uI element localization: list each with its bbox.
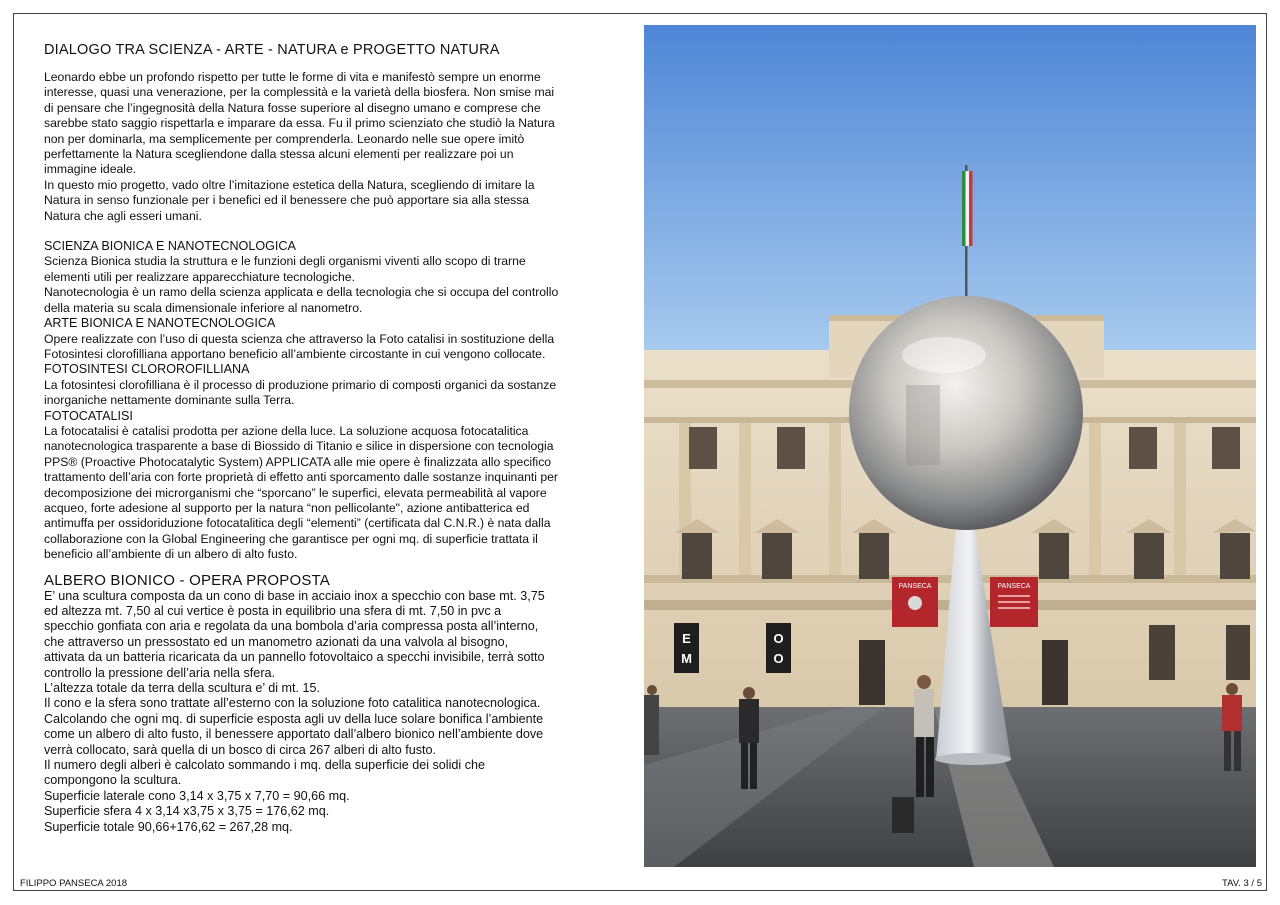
svg-text:O: O (773, 651, 784, 666)
text-line: ed altezza mt. 7,50 al cui vertice è posta in equilibrio una sfera di mt. 7,50 in pvc a (44, 604, 502, 618)
text-line: non per dominarla, ma semplicemente per comprenderla. Leonardo nelle sue opere imitò (44, 131, 525, 146)
person-far-left (644, 685, 659, 755)
text-line: Fotosintesi clorofilliana apportano beneficio all’ambiente circostante in cui vengono collocate. (44, 346, 546, 361)
text-line: verrà collocato, sarà quella di un bosco di circa 267 alberi di alto fusto. (44, 742, 437, 757)
page-title: DIALOGO TRA SCIENZA - ARTE - NATURA e PROGETTO NATURA (44, 42, 500, 58)
svg-text:O: O (773, 631, 784, 646)
text-line: Opere realizzate con l’uso di questa scienza che attraverso la Foto catalisi in sostituzione della (44, 331, 555, 346)
text-line: controllo la pressione dell’aria nella sfera. (44, 665, 276, 680)
text-line: Superficie sfera 4 x 3,14 x3,75 x 3,75 = 176,62 mq. (44, 804, 330, 819)
text-line: nanotecnologica trasparente a base di Biossido di Titanio e silice in dispersione con tecnologia (44, 439, 554, 454)
mirror-sphere (849, 296, 1083, 530)
text-line: di pensare che l’ingegnosità della Natura fosse superiore al disegno umano e comprese che (44, 100, 541, 115)
text-line: beneficio all’ambiente di un albero di alto fusto. (44, 547, 298, 562)
section-paragraph-fotocatalisi (44, 424, 604, 563)
section-paragraph-arte-bionica (44, 332, 604, 363)
text-line: Leonardo ebbe un profondo rispetto per tutte le forme di vita e manifestò sempre un enorme (44, 70, 541, 84)
text-line: immagine ideale. (44, 162, 137, 177)
text-line: attivata da un batteria ricaricata da un pannello fotovoltaico a specchi invisibile, terrà sotto (44, 650, 545, 665)
text-line: acqueo, forte adesione al supporto per la natura “non pellicolante", azione antibatterica ed (44, 500, 530, 515)
section-paragraph-fotosintesi (44, 378, 604, 409)
text-line: PPS® (Proactive Photocatalytic System) APPLICATA alle mie opere è finalizzata allo specifico (44, 454, 552, 469)
text-line: della materia su scala dimensionale inferiore al nanometro. (44, 300, 363, 315)
text-line: Il numero degli alberi è calcolato sommando i mq. della superficie dei solidi che (44, 758, 486, 773)
banner-left (892, 577, 938, 627)
text-line: Il cono e la sfera sono trattate all’esterno con la soluzione foto catalitica nanotecnologica. (44, 696, 541, 711)
banner-right (990, 577, 1038, 627)
text-line: decomposizione dei microrganismi che “sporcano” le superfici, elevata permeabilità al vapore (44, 485, 547, 500)
sculpture-photo (644, 25, 1256, 867)
text-line: In questo mio progetto, vado oltre l’imitazione estetica della Natura, scegliendo di imitare la (44, 177, 535, 192)
text-line: perfettamente la Natura scegliendone dalla stessa alcuni elementi per realizzare poi un (44, 147, 514, 162)
text-line: specchio gonfiata con aria e regolata da una bombola d’aria compressa posta all’interno, (44, 619, 539, 634)
section-paragraph-scienza-bionica (44, 254, 604, 316)
svg-text:PANSECA: PANSECA (898, 583, 932, 590)
text-line: La fotosintesi clorofilliana è il processo di produzione primario di composti organici da sostanze (44, 377, 557, 392)
text-line: Superficie laterale cono 3,14 x 3,75 x 7,70 = 90,66 mq. (44, 788, 350, 803)
section-heading-arte-bionica: ARTE BIONICA E NANOTECNOLOGICA (44, 316, 276, 331)
text-line: E’ una scultura composta da un cono di base in acciaio inox a specchio con base mt. 3,75 (44, 588, 545, 603)
svg-text:PANSECA: PANSECA (997, 583, 1031, 590)
section-heading-albero-bionico: ALBERO BIONICO - OPERA PROPOSTA (44, 571, 330, 589)
section-heading-scienza-bionica: SCIENZA BIONICA E NANOTECNOLOGICA (44, 239, 296, 254)
text-line: compongono la scultura. (44, 773, 182, 788)
italian-flag-icon (962, 171, 973, 246)
svg-text:M: M (681, 651, 692, 666)
poster-oo (766, 623, 791, 673)
text-line: Natura che agli esseri umani. (44, 208, 202, 223)
text-line: L’altezza totale da terra della scultura e’ di mt. 15. (44, 681, 321, 696)
text-line: Nanotecnologia è un ramo della scienza applicata e della tecnologia che si occupa del controllo (44, 285, 559, 300)
section-paragraph-albero-bionico (44, 589, 604, 836)
svg-text:E: E (682, 631, 691, 646)
text-line: Natura in senso funzionale per i benefici ed il benessere che può apportare sia alla stessa (44, 193, 530, 208)
poster-em (674, 623, 699, 673)
section-heading-fotosintesi: FOTOSINTESI CLOROROFILLIANA (44, 362, 250, 377)
intro-paragraph (44, 70, 604, 224)
text-line: La fotocatalisi è catalisi prodotta per azione della luce. La soluzione acquosa fotocatalitica (44, 423, 529, 438)
text-line: Scienza Bionica studia la struttura e le funzioni degli organismi viventi allo scopo di trarne (44, 254, 526, 269)
text-line: antimuffa per ossidoriduzione fotocatalitica degli “elementi” (certificata dal C.N.R.) è nata dalla (44, 516, 551, 531)
text-line: Calcolando che ogni mq. di superficie esposta agli uv della luce solare bonifica l’ambiente (44, 711, 544, 726)
text-column (44, 42, 604, 835)
text-line: collaborazione con la Global Engineering che garantisce per ogni mq. di superficie trattata il (44, 531, 538, 546)
text-line: sarebbe stato saggio rispettarla e imparare da essa. Fu il primo scienziato che studiò la Natura (44, 116, 555, 131)
text-line: Superficie totale 90,66+176,62 = 267,28 mq. (44, 819, 293, 834)
section-heading-fotocatalisi: FOTOCATALISI (44, 408, 133, 423)
table-number-footer: TAV. 3 / 5 (1222, 878, 1262, 889)
text-line: interesse, quasi una venerazione, per la complessità e la varietà della biosfera. Non smise mai (44, 85, 555, 100)
text-line: che attraverso un pressostato ed un manometro azionati da una valvola al bisogno, (44, 634, 509, 649)
text-line: inorganiche nettamente dominante sulla Terra. (44, 393, 295, 408)
text-line: trattamento dell’aria con forte proprietà di effetto anti sporcamento dalle sostanze inquinanti per (44, 470, 558, 485)
text-line: come un albero di alto fusto, il benessere apportato dall’albero bionico nell’ambiente dove (44, 727, 544, 742)
text-line: elementi utili per realizzare apparecchiature tecnologiche. (44, 269, 355, 284)
author-footer: FILIPPO PANSECA 2018 (20, 878, 128, 889)
